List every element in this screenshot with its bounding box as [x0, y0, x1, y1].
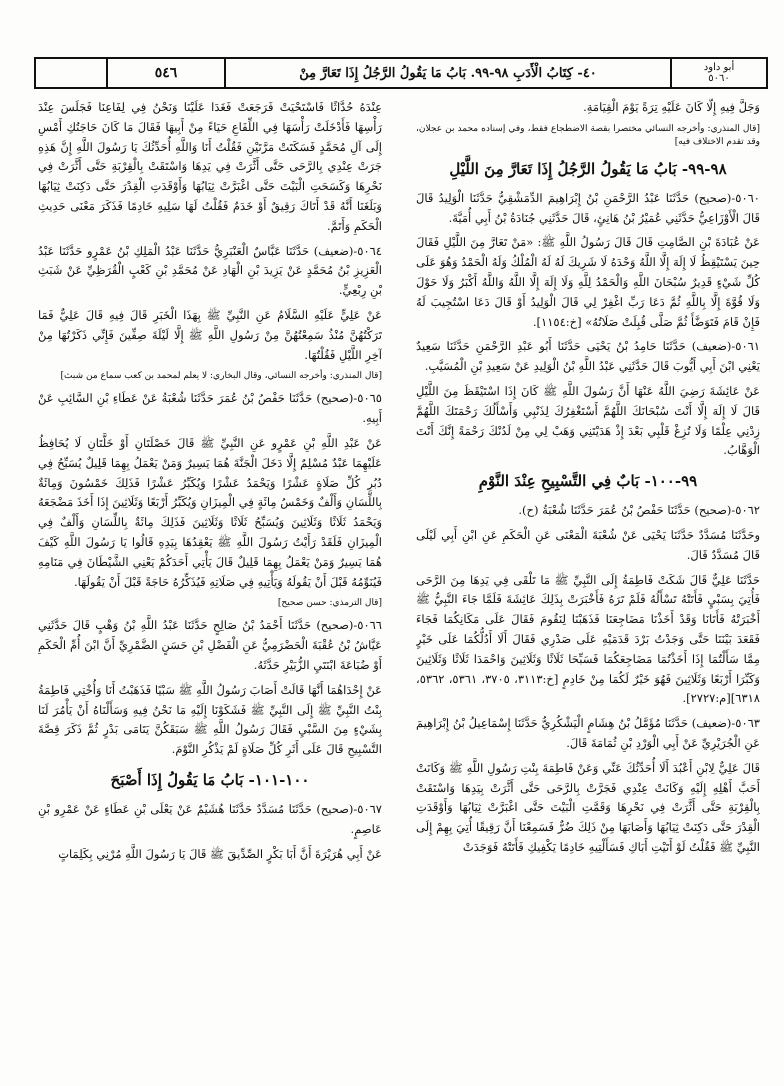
- hadith-isnad: ٥٠٦٠-(صحيح) حَدَّثَنَا عَبْدُ الرَّحْمَنِ بْنُ إِبْرَاهِيمَ الدِّمَشْقِيُّ حَدَّثَنَا الْوَلِيدُ قَالَ قَالَ الْأَوْزَاعِيُّ حَدَّثَنِي عُمَيْرُ بْنُ هَانِئٍ، قَالَ حَدَّثَنِي جُنَادَةُ بْنُ أَبِي أُمَيَّةَ.: [416, 190, 760, 225]
- hadith-text: عَنْ إِحْدَاهُمَا أَنَّهَا قَالَتْ أَصَابَ رَسُولُ اللَّهِ ﷺ سَبْيًا فَذَهَبْتُ أَنَا وَأُخْتِي فَاطِمَةُ بِنْتُ النَّبِيِّ ﷺ إِلَى النَّبِيِّ ﷺ فَشَكَوْنَا إِلَيْهِ مَا نَحْنُ فِيهِ وَسَأَلْنَاهُ أَنْ يَأْمُرَ لَنَا بِشَيْءٍ مِنَ السَّبْيِ فَقَالَ رَسُولُ اللَّهِ ﷺ سَبَقَكُنَّ يَتَامَى بَدْرٍ ثُمَّ ذَكَرَ قِصَّةَ التَّسْبِيحِ قَالَ عَلَى أَثَرِ كُلِّ صَلَاةٍ لَمْ يَذْكُرِ النَّوْمَ.: [38, 682, 382, 757]
- editor-note: [قال الترمذي: حسن صحيح]: [277, 598, 382, 609]
- hadith-isnad: وحَدَّثَنَا مُسَدَّدٌ حَدَّثَنَا يَحْيَى عَنْ شُعْبَةَ الْمَعْنَى عَنِ الْحَكَمِ عَنِ ابْنِ أَبِي لَيْلَى قَالَ مُسَدَّدٌ قَالَ.: [416, 527, 760, 562]
- hadith-text: قَالَ عَلِيٌّ لِابْنِ أَعْبُدَ أَلَا أُحَدِّثُكَ عَنِّي وَعَنْ فَاطِمَةَ بِنْتِ رَسُولِ اللَّهِ ﷺ وَكَانَتْ أَحَبَّ أَهْلِهِ إِلَيْهِ وَكَانَتْ عِنْدِي فَجَرَّتْ بِالرَّحَى حَتَّى أَثَّرَتْ بِيَدِهَا وَاسْتَقَتْ بِالْقِرْبَةِ حَتَّى أَثَّرَتْ فِي نَحْرِهَا وَقَمَّتِ الْبَيْتَ حَتَّى اغْبَرَّتْ ثِيَابُهَا وَأَوْقَدَتِ الْقِدْرَ حَتَّى دَكِنَتْ ثِيَابُهَا وَأَصَابَهَا مِنْ ذَلِكَ ضُرٌّ فَسَمِعْنَا أَنَّ رَقِيقًا أُتِيَ بِهِمْ إِلَى النَّبِيِّ ﷺ فَقُلْتُ لَوْ أَتَيْتِ أَبَاكِ فَسَأَلْتِيهِ خَادِمًا يَكْفِيكِ فَأَتَتْهُ فَوَجَدَتْ: [416, 760, 760, 854]
- editor-note: [قال المنذري: وأخرجه النسائي، وقال البخاري: لا يعلم لمحمد بن كعب سماع من شبث]: [60, 371, 382, 382]
- running-header: [34, 57, 768, 89]
- hadith-isnad: ٥٠٦٤-(ضعيف) حَدَّثَنَا عَبَّاسٌ الْعَنْبَرِيُّ حَدَّثَنَا عَبْدُ الْمَلِكِ بْنُ عَمْرٍو حَدَّثَنَا عَبْدُ الْعَزِيزِ بْنُ مُحَمَّدٍ عَنْ يَزِيدَ بْنِ الْهَادِ عَنْ مُحَمَّدِ بْنِ كَعْبٍ الْقُرَظِيِّ عَنْ شَبَثِ بْنِ رِبْعِيٍّ.: [38, 243, 382, 298]
- page-number: ٥٤٦: [106, 59, 224, 87]
- book-name: أبو داود: [703, 62, 735, 73]
- hadith-isnad: ٥٠٦٧-(صحيح) حَدَّثَنَا مُسَدَّدٌ حَدَّثَنَا هُشَيْمٌ عَنْ يَعْلَى بْنِ عَطَاءٍ عَنْ عَمْرِو بْنِ عَاصِمٍ.: [38, 801, 382, 836]
- hadith-text: عَنْ أَبِي هُرَيْرَةَ أَنَّ أَبَا بَكْرٍ الصِّدِّيقَ ﷺ قَالَ يَا رَسُولَ اللَّهِ مُرْنِي بِكَلِمَاتٍ: [58, 846, 382, 861]
- hadith-text: حَدَّثَنَا عَلِيٌّ قَالَ شَكَتْ فَاطِمَةُ إِلَى النَّبِيِّ ﷺ مَا تَلْقَى فِي يَدِهَا مِنَ الرَّحَى فَأُتِيَ بِسَبْيٍ فَأَتَتْهُ تَسْأَلُهُ فَلَمْ تَرَهُ فَأَخْبَرَتْ بِذَلِكَ عَائِشَةَ فَلَمَّا جَاءَ النَّبِيُّ ﷺ أَخْبَرَتْهُ فَأَتَانَا وَقَدْ أَخَذْنَا مَضَاجِعَنَا فَذَهَبْنَا لِنَقُومَ فَقَالَ عَلَى مَكَانِكُمَا فَجَاءَ فَقَعَدَ بَيْنَنَا حَتَّى وَجَدْتُ بَرْدَ قَدَمَيْهِ عَلَى صَدْرِي فَقَالَ أَلَا أَدُلُّكُمَا عَلَى خَيْرٍ مِمَّا سَأَلْتُمَا إِذَا أَخَذْتُمَا مَضَاجِعَكُمَا فَسَبِّحَا ثَلَاثًا وَثَلَاثِينَ وَاحْمَدَا ثَلَاثًا وَثَلَاثِينَ وَكَبِّرَا أَرْبَعًا وَثَلَاثِينَ فَهُوَ خَيْرٌ لَكُمَا مِنْ خَادِمٍ [خ:٣١١٣، ٣٧٠٥، ٥٣٦١، ٥٣٦٢، ٦٣١٨][م:٢٧٢٧].: [416, 572, 760, 706]
- hadith-text: عَنْ عَلِيٍّ عَلَيْهِ السَّلَامُ عَنِ النَّبِيِّ ﷺ بِهَذَا الْخَبَرِ قَالَ فِيهِ قَالَ عَلِيٌّ فَمَا تَرَكْتُهُنَّ مُنْذُ سَمِعْتُهُنَّ مِنْ رَسُولِ اللَّهِ ﷺ إِلَّا لَيْلَةَ صِفِّينَ فَإِنِّي ذَكَرْتُهَا مِنْ آخِرِ اللَّيْلِ فَقُلْتُهَا.: [38, 307, 382, 362]
- header-blank-cell: [36, 59, 106, 87]
- chapter-title: ٤٠- كِتَابُ الْأَدَبِ ٩٨-٩٩. بَابُ مَا يَقُولُ الرَّجُلُ إِذَا تَعَارَّ مِنْ: [224, 59, 670, 87]
- hadith-text: عَنْ عُبَادَةَ بْنِ الصَّامِتِ قَالَ قَالَ رَسُولُ اللَّهِ ﷺ: «مَنْ تَعَارَّ مِنَ اللَّيْلِ فَقَالَ حِينَ يَسْتَيْقِظُ لَا إِلَهَ إِلَّا اللَّهُ وَحْدَهُ لَا شَرِيكَ لَهُ لَهُ الْمُلْكُ وَلَهُ الْحَمْدُ وَهُوَ عَلَى كُلِّ شَيْءٍ قَدِيرٌ سُبْحَانَ اللَّهِ وَالْحَمْدُ لِلَّهِ وَلَا إِلَهَ إِلَّا اللَّهُ وَاللَّهُ أَكْبَرُ وَلَا حَوْلَ وَلَا قُوَّةَ إِلَّا بِاللَّهِ ثُمَّ دَعَا رَبِّ اغْفِرْ لِي قَالَ الْوَلِيدُ أَوْ قَالَ دَعَا اسْتُجِيبَ لَهُ فَإِنْ قَامَ فَتَوَضَّأَ ثُمَّ صَلَّى قُبِلَتْ صَلَاتُهُ» [خ:١١٥٤].: [416, 235, 760, 329]
- hadith-text: عِنْدَهُ حُدَّاثًا فَاسْتَحْيَتْ فَرَجَعَتْ فَغَدَا عَلَيْنَا وَنَحْنُ فِي لِفَاعِنَا فَجَلَسَ عِنْدَ رَأْسِهَا فَأَدْخَلَتْ رَأْسَهَا فِي اللِّفَاعِ حَيَاءً مِنْ أَبِيهَا فَقَالَ مَا كَانَ حَاجَتُكِ أَمْسِ إِلَى آلِ مُحَمَّدٍ فَسَكَتَتْ مَرَّتَيْنِ فَقُلْتُ أَنَا وَاللَّهِ أُحَدِّثُكَ يَا رَسُولَ اللَّهِ إِنَّ هَذِهِ جَرَتْ عِنْدِي بِالرَّحَى حَتَّى أَثَّرَتْ فِي يَدِهَا وَاسْتَقَتْ بِالْقِرْبَةِ حَتَّى أَثَّرَتْ فِي نَحْرِهَا وَكَسَحَتِ الْبَيْتَ حَتَّى اغْبَرَّتْ ثِيَابُهَا وَأَوْقَدَتِ الْقِدْرَ حَتَّى دَكِنَتْ ثِيَابُهَا وَبَلَغَنَا أَنَّهُ قَدْ أَتَاكَ رَقِيقٌ أَوْ خَدَمٌ فَقُلْتُ لَهَا سَلِيهِ خَادِمًا فَذَكَرَ مَعْنَى حَدِيثِ الْحَكَمِ وَأَتَمَّ.: [38, 100, 382, 233]
- chapter-heading: ٩٩-١٠٠- بَابٌ فِي التَّسْبِيحِ عِنْدَ النَّوْمِ: [478, 472, 698, 491]
- hadith-isnad: ٥٠٦٥-(صحيح) حَدَّثَنَا حَفْصُ بْنُ عُمَرَ حَدَّثَنَا شُعْبَةُ عَنْ عَطَاءِ بْنِ السَّائِبِ عَنْ أَبِيهِ.: [38, 391, 382, 426]
- hadith-isnad: ٥٠٦٢-(صحيح) حَدَّثَنَا حَفْصُ بْنُ عُمَرَ حَدَّثَنَا شُعْبَةُ (ح).: [518, 503, 760, 518]
- hadith-isnad: ٥٠٦٣-(ضعيف) حَدَّثَنَا مُؤَمَّلُ بْنُ هِشَامٍ الْيَشْكُرِيُّ حَدَّثَنَا إِسْمَاعِيلُ بْنُ إِبْرَاهِيمَ عَنِ الْجُرَيْرِيِّ عَنْ أَبِي الْوَرْدِ بْنِ ثُمَامَةَ قَالَ.: [416, 716, 760, 750]
- hadith-text: عَنْ عَائِشَةَ رَضِيَ اللَّهُ عَنْهَا أَنَّ رَسُولَ اللَّهِ ﷺ كَانَ إِذَا اسْتَيْقَظَ مِنَ اللَّيْلِ قَالَ لَا إِلَهَ إِلَّا أَنْتَ سُبْحَانَكَ اللَّهُمَّ أَسْتَغْفِرُكَ لِذَنْبِي وَأَسْأَلُكَ رَحْمَتَكَ اللَّهُمَّ زِدْنِي عِلْمًا وَلَا تُزِغْ قَلْبِي بَعْدَ إِذْ هَدَيْتَنِي وَهَبْ لِي مِنْ لَدُنْكَ رَحْمَةً إِنَّكَ أَنْتَ الْوَهَّابُ.: [416, 383, 760, 458]
- hadith-text: عَنْ عَبْدِ اللَّهِ بْنِ عَمْرٍو عَنِ النَّبِيِّ ﷺ قَالَ خَصْلَتَانِ أَوْ خَلَّتَانِ لَا يُحَافِظُ عَلَيْهِمَا عَبْدٌ مُسْلِمٌ إِلَّا دَخَلَ الْجَنَّةَ هُمَا يَسِيرٌ وَمَنْ يَعْمَلُ بِهِمَا قَلِيلٌ يُسَبِّحُ فِي دُبُرِ كُلِّ صَلَاةٍ عَشْرًا وَيَحْمَدُ عَشْرًا وَيُكَبِّرُ عَشْرًا فَذَلِكَ خَمْسُونَ وَمِائَةٌ بِاللِّسَانِ وَأَلْفٌ وَخَمْسُ مِائَةٍ فِي الْمِيزَانِ وَيُكَبِّرُ أَرْبَعًا وَثَلَاثِينَ إِذَا أَخَذَ مَضْجَعَهُ وَيَحْمَدُ ثَلَاثًا وَثَلَاثِينَ وَيُسَبِّحُ ثَلَاثًا وَثَلَاثِينَ فَذَلِكَ مِائَةٌ بِاللِّسَانِ وَأَلْفٌ فِي الْمِيزَانِ فَلَقَدْ رَأَيْتُ رَسُولَ اللَّهِ ﷺ يَعْقِدُهَا بِيَدِهِ قَالُوا يَا رَسُولَ اللَّهِ كَيْفَ هُمَا يَسِيرٌ وَمَنْ يَعْمَلُ بِهِمَا قَلِيلٌ قَالَ يَأْتِي أَحَدَكُمْ يَعْنِي الشَّيْطَانَ فِي مَنَامِهِ فَيُنَوِّمُهُ قَبْلَ أَنْ يَقُولَهُ وَيَأْتِيهِ فِي صَلَاتِهِ فَيُذَكِّرُهُ حَاجَةً قَبْلَ أَنْ يَقُولَهَا.: [38, 435, 382, 589]
- left-column: [38, 98, 382, 1073]
- hadith-number: ٥٠٦٠: [708, 73, 730, 84]
- chapter-heading: ٩٨-٩٩- بَابُ مَا يَقُولُ الرَّجُلُ إِذَا تَعَارَّ مِنَ اللَّيْلِ: [449, 159, 727, 178]
- right-column: [416, 98, 760, 1073]
- text-paragraph: وَجَلَّ فِيهِ إِلَّا كَانَ عَلَيْهِ تِرَةً يَوْمَ الْقِيَامَةِ.: [583, 100, 760, 114]
- hadith-isnad: ٥٠٦١-(ضعيف) حَدَّثَنَا حَامِدُ بْنُ يَحْيَى حَدَّثَنَا أَبُو عَبْدِ الرَّحْمَنِ حَدَّثَنَا سَعِيدٌ يَعْنِي ابْنَ أَبِي أَيُّوبَ قَالَ حَدَّثَنِي عَبْدُ اللَّهِ بْنُ الْوَلِيدِ عَنْ سَعِيدِ بْنِ الْمُسَيَّبِ.: [416, 339, 760, 374]
- hadith-isnad: ٥٠٦٦-(صحيح) حَدَّثَنَا أَحْمَدُ بْنُ صَالِحٍ حَدَّثَنَا عَبْدُ اللَّهِ بْنُ وَهْبٍ قَالَ حَدَّثَنِي عَيَّاشُ بْنُ عُقْبَةَ الْحَضْرَمِيُّ عَنِ الْفَضْلِ بْنِ حَسَنٍ الضَّمْرِيِّ أَنَّ ابْنَ أُمِّ الْحَكَمِ أَوْ ضُبَاعَةَ ابْنَتَيِ الزُّبَيْرِ حَدَّثَهُ.: [38, 618, 382, 672]
- book-cell: [670, 59, 766, 87]
- chapter-heading: ١٠٠-١٠١- بَابُ مَا يَقُولُ إِذَا أَصْبَحَ: [110, 770, 310, 789]
- editor-note: [قال المنذري: وأخرجه النسائي مختصرا بقصة الاضطجاع فقط، وفي إسناده محمد بن عجلان، وقد تقدم الاختلاف فيه]: [416, 123, 760, 147]
